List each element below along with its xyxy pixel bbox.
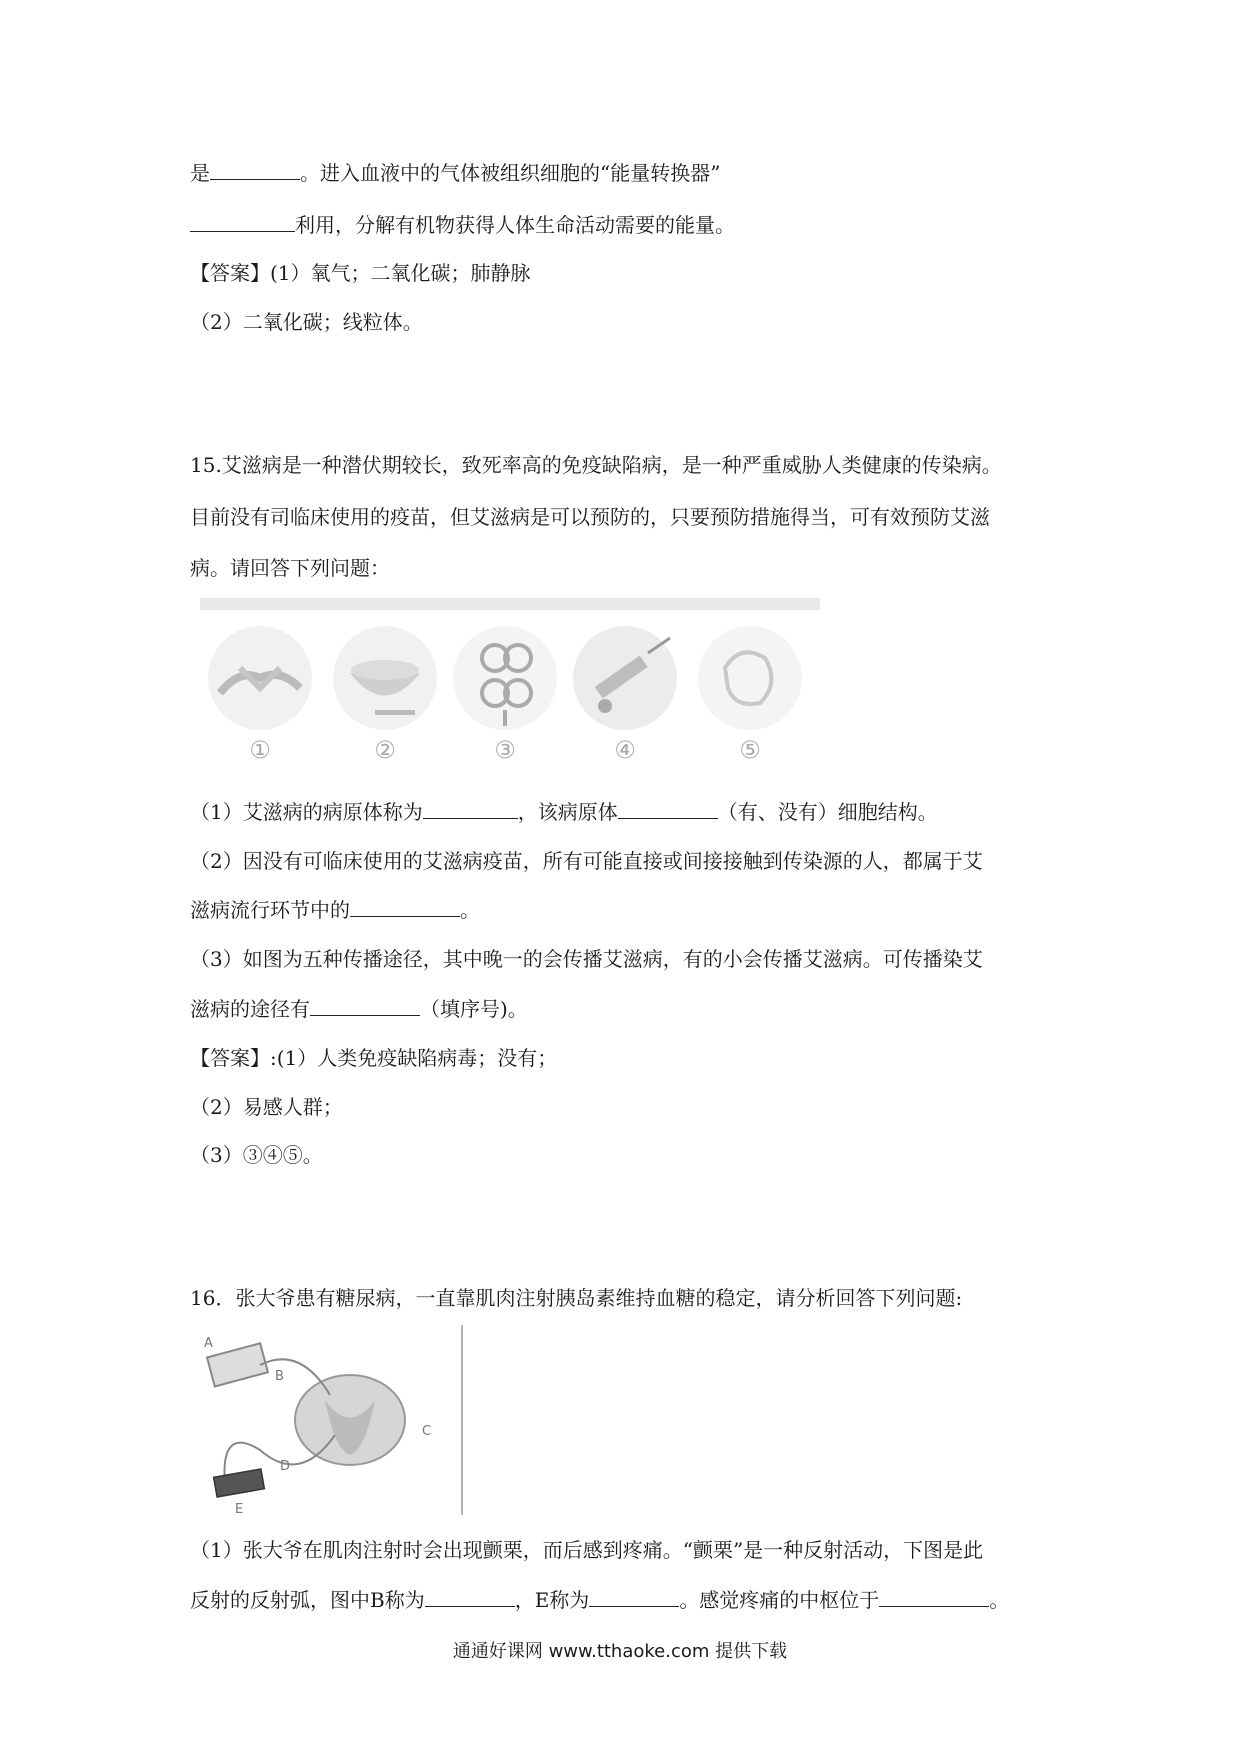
text-line	[190, 210, 735, 240]
text-fragment: （填序号)。	[420, 997, 528, 1021]
spinal-cord-icon	[295, 1375, 405, 1465]
answer-line: 【答案】(1）氧气；二氧化碳；肺静脉	[190, 261, 531, 285]
route-label: ②	[374, 736, 396, 764]
answer-blank	[210, 159, 300, 180]
question-line	[190, 1585, 1009, 1615]
question-line	[190, 797, 938, 827]
skin-receptor-icon	[207, 1343, 268, 1386]
text-line	[190, 158, 720, 188]
reflex-label: D	[280, 1459, 291, 1474]
question-line: 15.艾滋病是一种潜伏期较长，致死率高的免疫缺陷病，是一种严重威胁人类健康的传染病。	[190, 453, 1002, 477]
bowl-icon	[333, 626, 437, 730]
text-fragment: （有、没有）细胞结构。	[717, 800, 938, 824]
syringe-icon	[573, 626, 677, 730]
route-label: ④	[614, 736, 636, 764]
gender-symbols-icon	[453, 626, 557, 730]
question-line: （1）张大爷在肌肉注射时会出现颤栗，而后感到疼痛。“颤栗”是一种反射活动，下图是此	[190, 1538, 984, 1562]
text-fragment: 是	[190, 161, 210, 185]
reflex-label: C	[422, 1424, 432, 1439]
answer-blank	[425, 1586, 515, 1607]
question-line	[190, 895, 480, 925]
text-fragment: ，该病原体	[517, 800, 618, 824]
question-line: （2）因没有可临床使用的艾滋病疫苗，所有可能直接或间接接触到传染源的人，都属于艾	[190, 849, 983, 873]
reflex-label: E	[235, 1502, 244, 1515]
answer-line: （2）易感人群；	[190, 1095, 343, 1119]
transmission-routes-figure	[200, 598, 820, 768]
text-fragment: 。感觉疼痛的中枢位于	[679, 1588, 880, 1612]
reflex-label: B	[275, 1369, 284, 1384]
handshake-icon	[208, 626, 312, 730]
figure-caption-strip	[200, 598, 820, 610]
answer-blank	[618, 798, 718, 819]
route-label: ③	[494, 736, 516, 764]
question-line: （3）如图为五种传播途径，其中晚一的会传播艾滋病，有的小会传播艾滋病。可传播染艾	[190, 947, 983, 971]
text-fragment: 。	[460, 898, 480, 922]
reflex-arc-figure	[200, 1325, 480, 1515]
text-fragment: 滋病流行环节中的	[190, 898, 350, 922]
text-fragment: 反射的反射弧，图中B称为	[190, 1588, 425, 1612]
answer-line: （2）二氧化碳；线粒体。	[190, 310, 423, 334]
answer-blank	[879, 1586, 989, 1607]
answer-blank	[190, 211, 295, 232]
question-line	[190, 994, 528, 1024]
fetus-icon	[698, 626, 802, 730]
answer-line: 【答案】:(1）人类免疫缺陷病毒；没有；	[190, 1046, 558, 1070]
route-label: ①	[249, 736, 271, 764]
text-fragment: ，E称为	[514, 1588, 590, 1612]
answer-blank	[310, 995, 420, 1016]
text-fragment: 滋病的途径有	[190, 997, 310, 1021]
text-fragment: （1）艾滋病的病原体称为	[190, 800, 423, 824]
text-fragment: 利用，分解有机物获得人体生命活动需要的能量。	[295, 213, 735, 237]
answer-line: （3）③④⑤。	[190, 1143, 323, 1167]
question-line: 目前没有司临床使用的疫苗，但艾滋病是可以预防的，只要预防措施得当，可有效预防艾滋	[190, 505, 990, 529]
muscle-effector-icon	[214, 1469, 265, 1497]
route-label: ⑤	[739, 736, 761, 764]
answer-blank	[423, 798, 518, 819]
reflex-label: A	[204, 1336, 213, 1351]
answer-blank	[350, 896, 460, 917]
page-footer: 通通好课网 www.tthaoke.com 提供下载	[452, 1641, 788, 1662]
answer-blank	[589, 1586, 679, 1607]
question-line: 病。请回答下列问题：	[190, 556, 390, 580]
text-fragment: 。	[989, 1588, 1010, 1612]
text-fragment: 。进入血液中的气体被组织细胞的“能量转换器”	[300, 161, 721, 185]
question-line: 16．张大爷患有糖尿病，一直靠肌肉注射胰岛素维持血糖的稳定，请分析回答下列问题:	[190, 1286, 963, 1310]
